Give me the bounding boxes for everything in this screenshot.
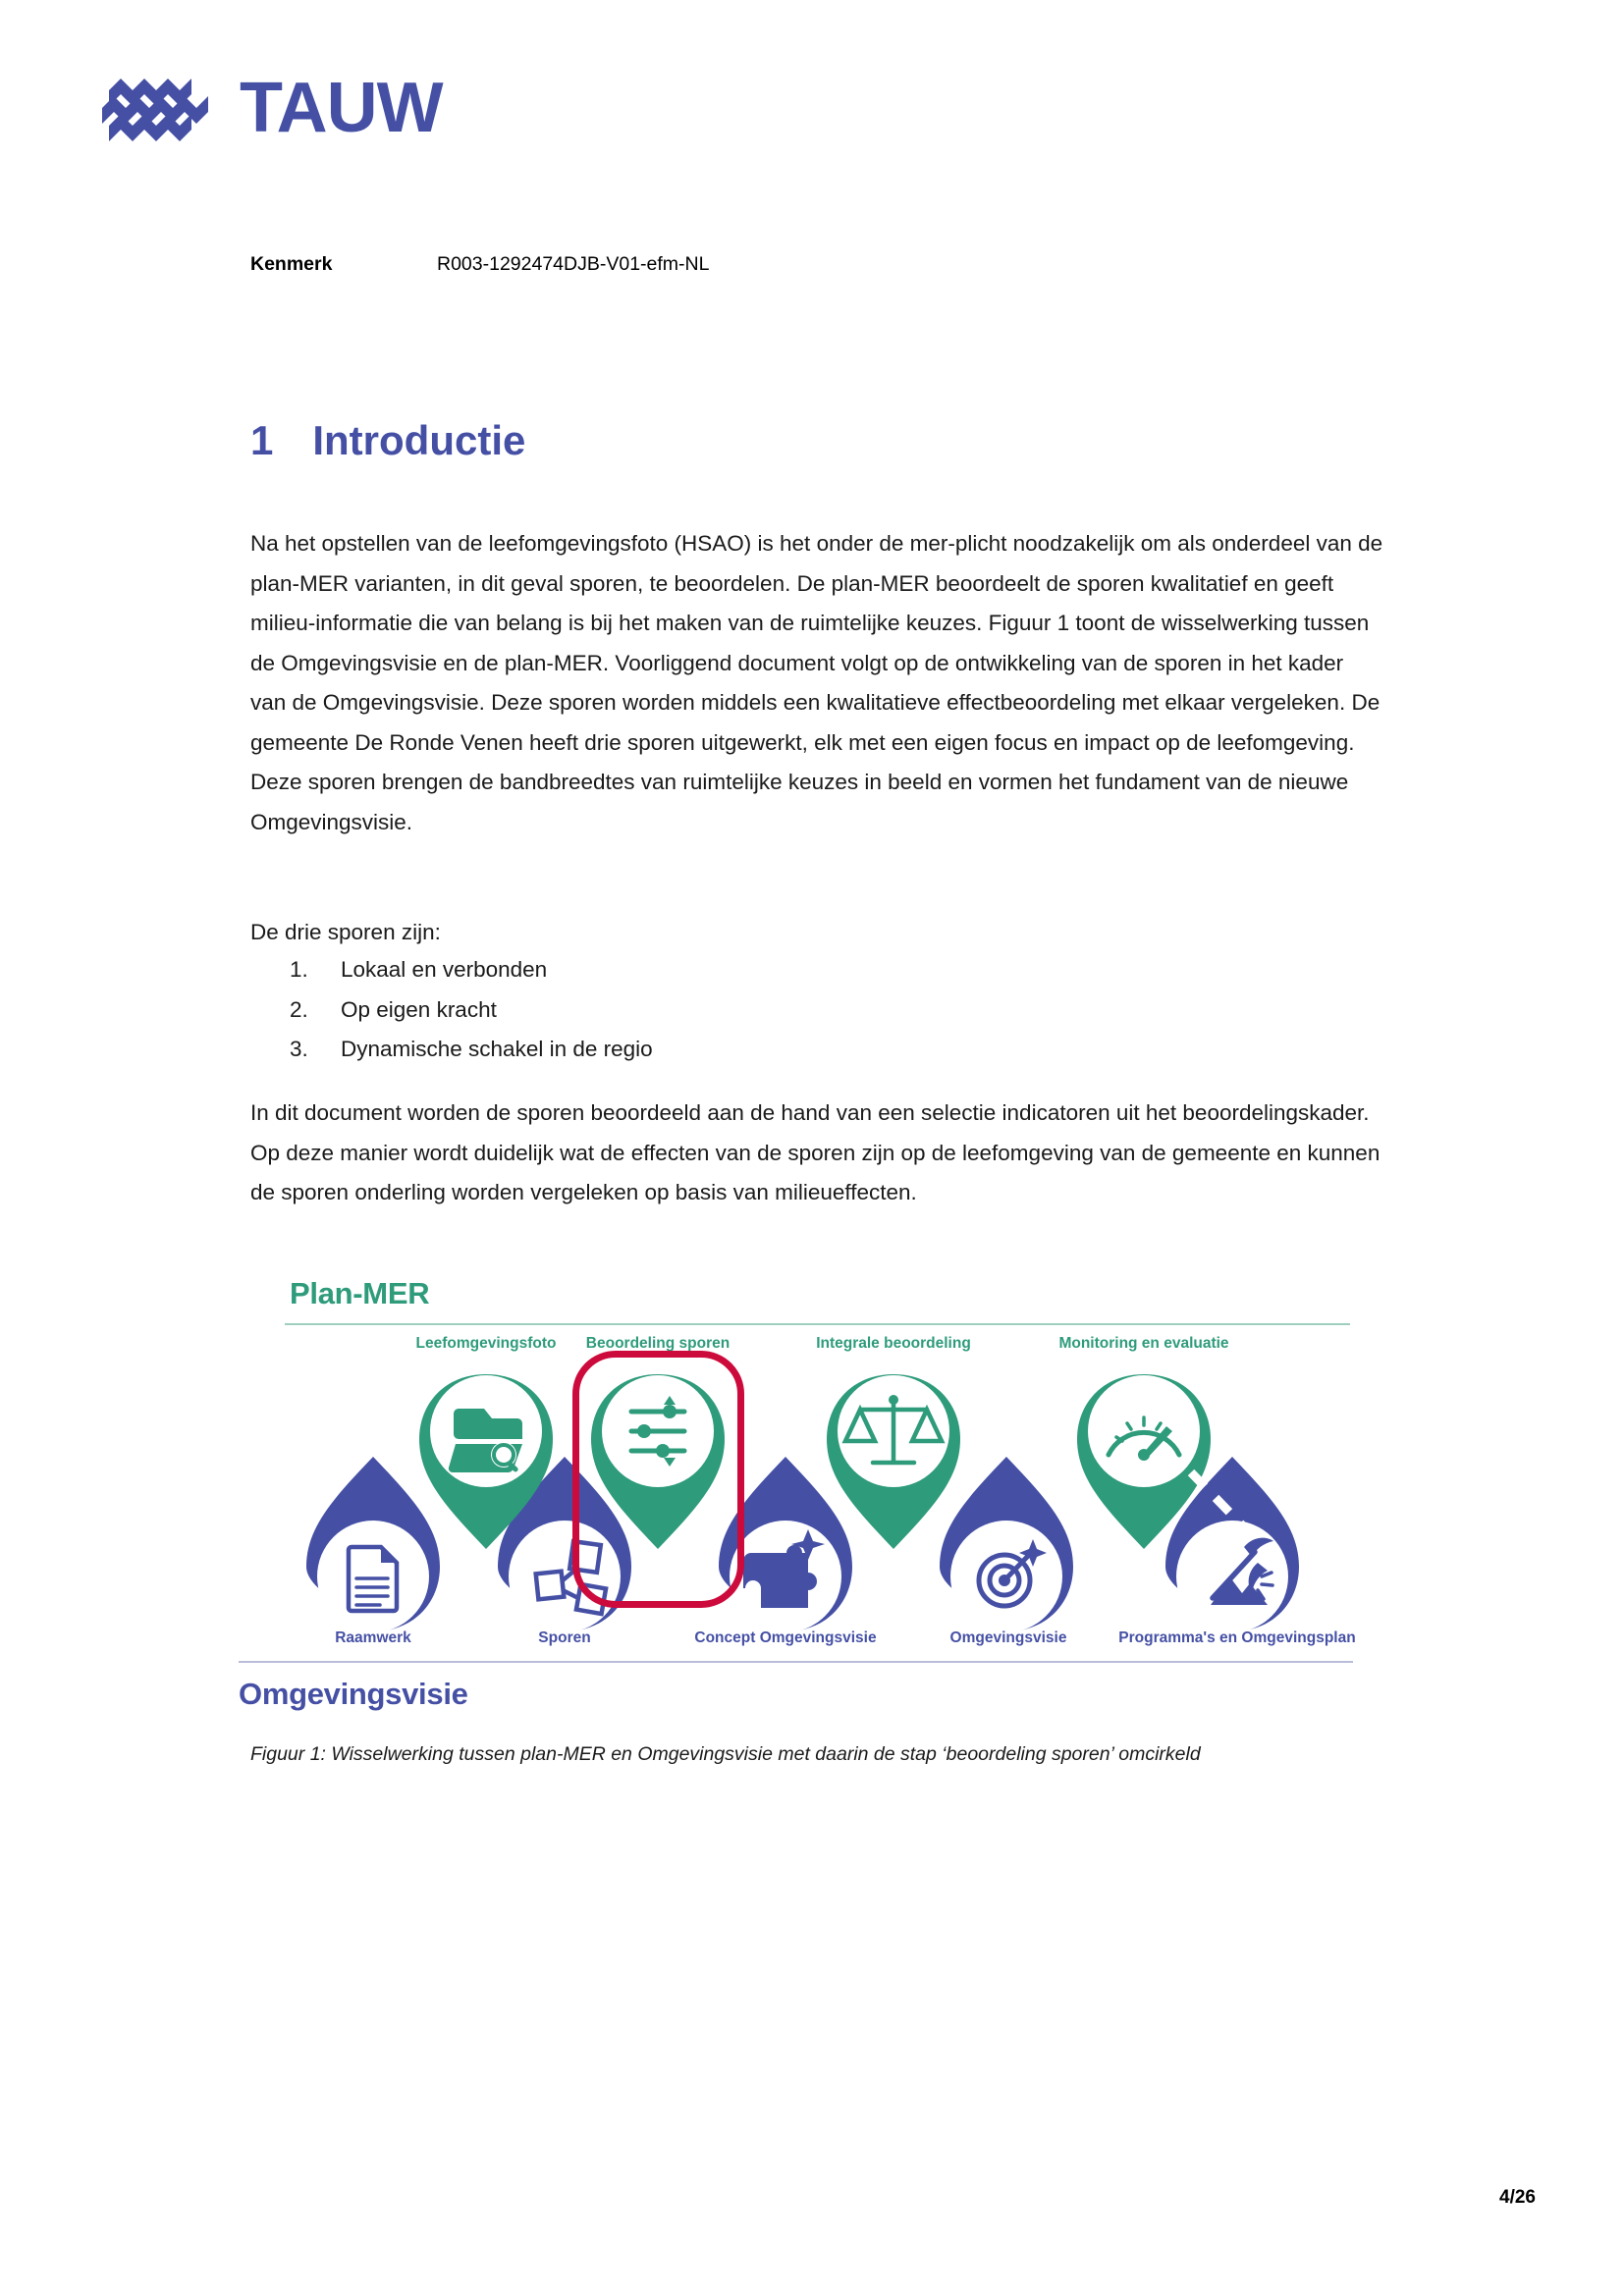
bottom-step-label-programmas-omgevingsplan: Programma's en Omgevingsplan <box>1118 1629 1356 1646</box>
page-number: 4/26 <box>1499 2187 1536 2208</box>
list-item-number: 2. <box>290 996 308 1022</box>
omgevingsvisie-title: Omgevingsvisie <box>239 1677 468 1711</box>
tauw-lattice-logo-icon <box>98 61 214 155</box>
section-title: Introductie <box>312 417 526 463</box>
list-item-number: 1. <box>290 957 308 982</box>
top-step-label-integrale-beoordeling: Integrale beoordeling <box>816 1335 971 1352</box>
top-step-label-leefomgevingsfoto: Leefomgevingsfoto <box>415 1335 557 1352</box>
kenmerk-value: R003-1292474DJB-V01-efm-NL <box>437 253 710 275</box>
paragraph-intro: Na het opstellen van de leefomgevingsfoto (HSAO) is het onder de mer-plicht noodzakelijk om als onderdeel van de plan-MER varianten, in dit geval sporen, te beoordelen. De plan-MER beoordeelt de sporen kwalitatief en geeft milieu-informatie die van belang is bij het maken van de ruimtelijke keuzes. Figuur 1 toont de wisselwerking tussen de Omgevingsvisie en de plan-MER. Voorliggend document volgt op de ontwikkeling van de sporen in het kader van de Omgevingsvisie. Deze sporen worden middels een kwalitatieve effectbeoordeling met elkaar vergeleken. De gemeente De Ronde Venen heeft drie sporen uitgewerkt, elk met een eigen focus en impact op de leefomgeving. Deze sporen brengen de bandbreedtes van ruimtelijke keuzes in beeld en vormen het fundament van de nieuwe Omgevingsvisie. <box>250 531 1383 834</box>
list-lead-text: De drie sporen zijn: <box>250 920 441 944</box>
section-heading <box>250 417 526 463</box>
plan-mer-title: Plan-MER <box>290 1276 430 1310</box>
figure-1 <box>239 1266 1389 1739</box>
figure-diagram <box>239 1266 1389 1739</box>
list-item <box>290 950 1075 990</box>
list-item <box>290 990 1075 1031</box>
list-item <box>290 1030 1075 1070</box>
tauw-wordmark: TAUW <box>240 69 443 147</box>
bottom-step-label-raamwerk: Raamwerk <box>335 1629 411 1646</box>
bottom-step-labels <box>250 1629 1389 1653</box>
bottom-step-label-sporen: Sporen <box>538 1629 591 1646</box>
figure-caption: Figuur 1: Wisselwerking tussen plan-MER en Omgevingsvisie met daarin de stap ‘beoordeling sporen’ omcirkeld <box>250 1743 1201 1765</box>
section-number: 1 <box>250 417 274 463</box>
list-item-number: 3. <box>290 1037 308 1061</box>
paragraph-method: In dit document worden de sporen beoordeeld aan de hand van een selectie indicatoren uit het beoordelingskader. Op deze manier wordt duidelijk wat de effecten van de sporen zijn op de leefomgeving van de gemeente en kunnen de sporen onderling worden vergeleken op basis van milieueffecten. <box>250 1100 1380 1204</box>
tauw-logo <box>98 61 443 155</box>
omgevingsvisie-divider <box>239 1661 1353 1663</box>
sporen-list <box>290 950 1075 1070</box>
kenmerk-label: Kenmerk <box>250 253 333 275</box>
bottom-step-label-concept-omgevingsvisie: Concept Omgevingsvisie <box>694 1629 877 1646</box>
list-item-label: Op eigen kracht <box>341 996 497 1022</box>
teardrop-chain <box>250 1266 1389 1739</box>
top-step-label-monitoring-evaluatie: Monitoring en evaluatie <box>1058 1335 1229 1352</box>
kenmerk-row <box>250 253 709 276</box>
list-item-label: Lokaal en verbonden <box>341 957 548 982</box>
list-item-label: Dynamische schakel in de regio <box>341 1037 653 1061</box>
top-step-label-beoordeling-sporen: Beoordeling sporen <box>585 1335 731 1352</box>
bottom-step-label-omgevingsvisie: Omgevingsvisie <box>949 1629 1067 1646</box>
beoordeling-sporen-highlight <box>572 1351 744 1608</box>
